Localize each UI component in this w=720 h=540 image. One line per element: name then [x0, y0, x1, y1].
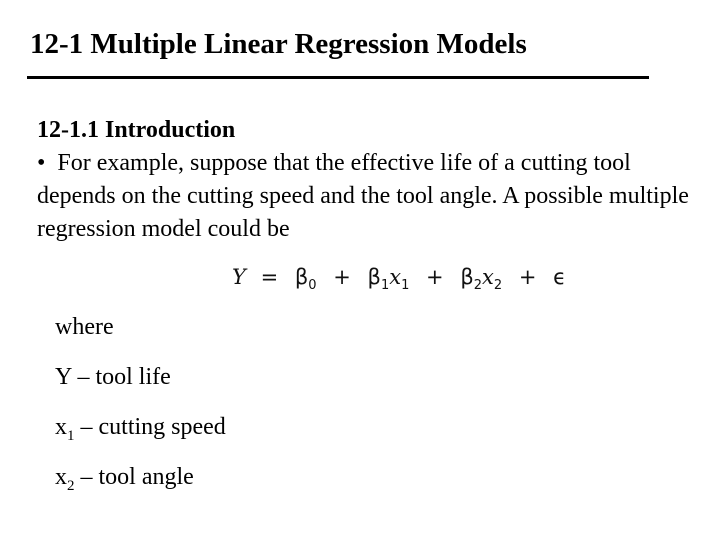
- plus-sign-2: +: [426, 265, 444, 289]
- title-underline: [27, 76, 649, 79]
- regression-equation: [232, 265, 566, 293]
- equation-lhs: Y: [232, 265, 246, 289]
- def-y: Y – tool life: [55, 364, 171, 390]
- section-heading: 12-1.1 Introduction: [37, 117, 236, 143]
- slide-body: [37, 114, 697, 246]
- intro-paragraph: [37, 147, 697, 246]
- where-label: where: [55, 314, 114, 340]
- beta-1-term: $\beta_1x_1$: [367, 265, 410, 294]
- intro-text: For example, suppose that the effective life of a cutting tool depends on the cutting speed and the tool angle. A possible multiple regression model could be: [37, 150, 689, 242]
- def-x2: $x_2$ – tool angle: [55, 464, 194, 494]
- equation-equals: =: [260, 265, 279, 289]
- bullet-point: •: [37, 150, 46, 176]
- beta-0: $\beta_0$: [294, 265, 317, 294]
- def-x1: $x_1$ – cutting speed: [55, 414, 226, 444]
- plus-sign-3: +: [518, 265, 537, 289]
- variable-definitions: [55, 310, 226, 510]
- slide-title: 12-1 Multiple Linear Regression Models: [30, 28, 527, 60]
- plus-sign-1: +: [333, 265, 351, 289]
- epsilon-term: ϵ: [553, 265, 567, 289]
- beta-2-term: $\beta_2x_2$: [460, 265, 503, 294]
